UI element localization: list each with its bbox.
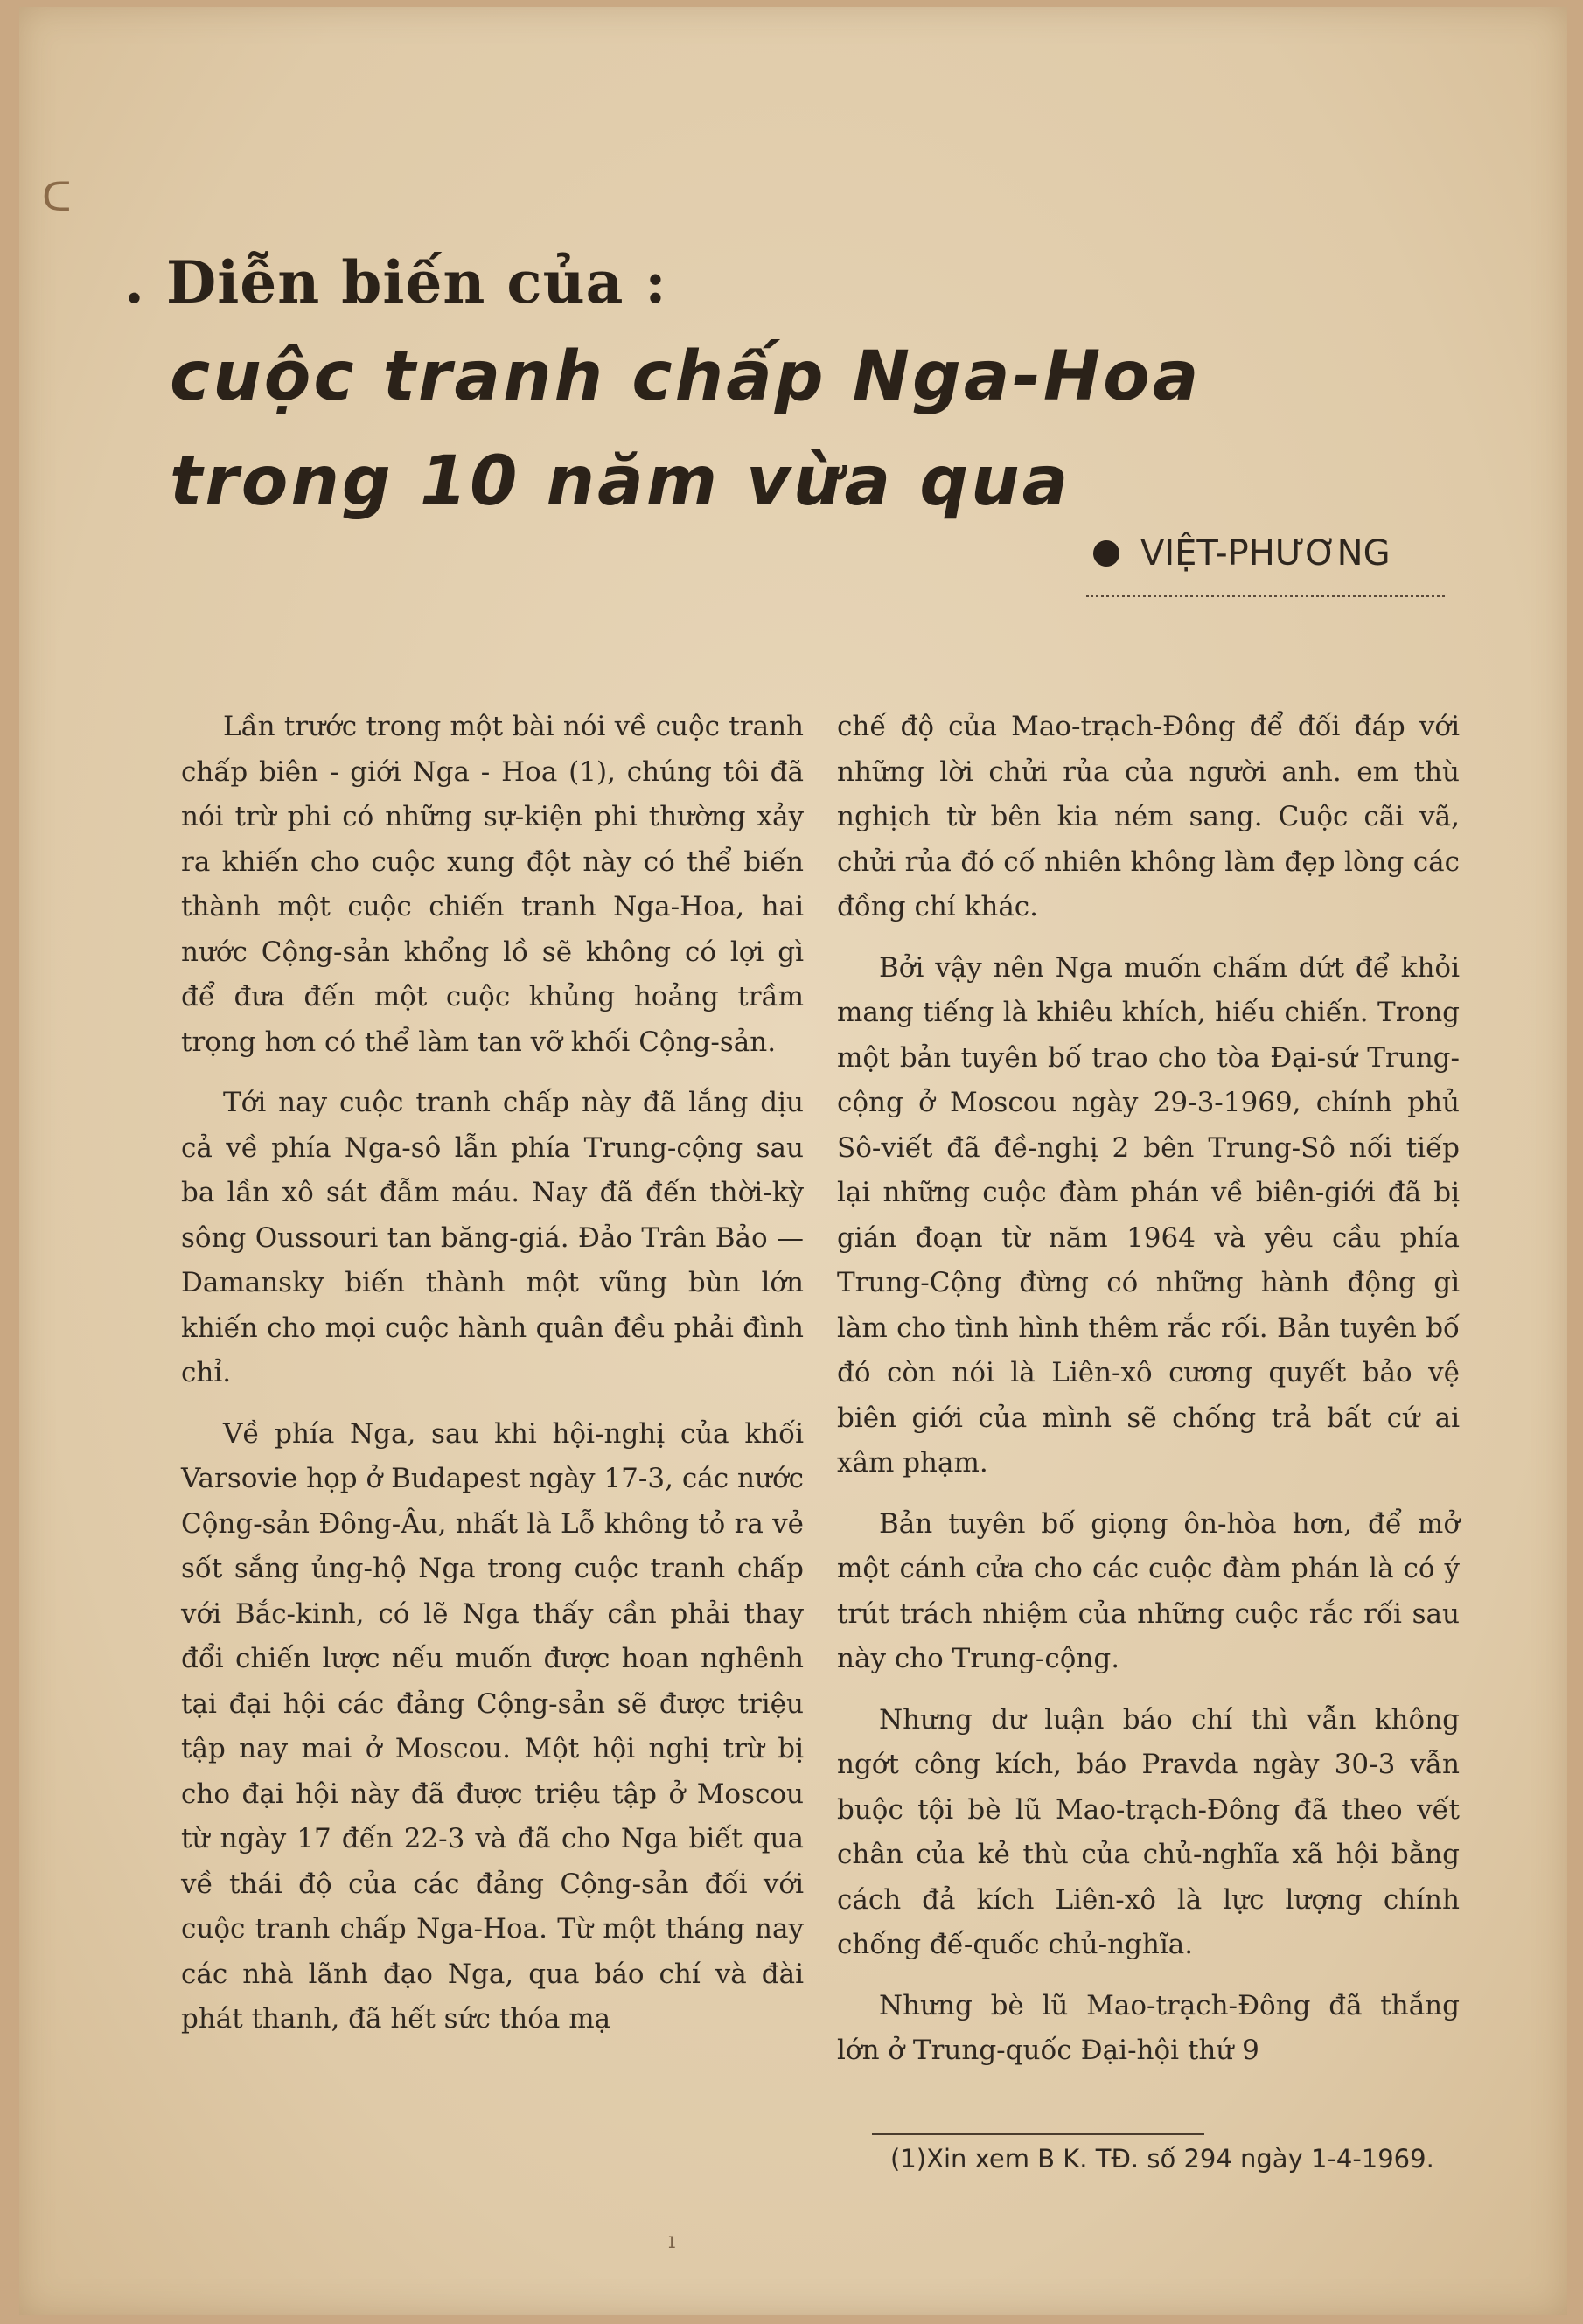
paragraph: Về phía Nga, sau khi hội-nghị của khối Varsovie họp ở Budapest ngày 17-3, các nước Cộng-sản Đông-Âu, nhất là Lỗ không tỏ ra vẻ sốt sắng ủng-hộ Nga trong cuộc tranh chấp với Bắc-kinh, có lẽ Nga thấy cần phải thay đổi chiến lược nếu muốn được hoan nghênh tại đại hội các đảng Cộng-sản sẽ được triệu tập nay mai ở Moscou. Một hội nghị trừ bị cho đại hội này đã được triệu tập ở Moscou từ ngày 17 đến 22-3 và đã cho Nga biết qua về thái độ của các đảng Cộng-sản đối với cuộc tranh chấp Nga-Hoa. Từ một tháng nay các nhà lãnh đạo Nga, qua báo chí và đài phát thanh, đã hết sức thóa mạ xyxy=(181,1417,804,2035)
author-name: VIỆT-PHƯƠNG xyxy=(1140,533,1391,574)
left-column xyxy=(181,705,804,2058)
paragraph: Bởi vậy nên Nga muốn chấm dứt để khỏi mang tiếng là khiêu khích, hiếu chiến. Trong một bản tuyên bố trao cho tòa Đại-sứ Trung-cộng ở Moscou ngày 29-3-1969, chính phủ Sô-viết đã đề-nghị 2 bên Trung-Sô nối tiếp lại những cuộc đàm phán về biên-giới đã bị gián đoạn từ năm 1964 và yêu cầu phía Trung-Cộng đừng có những hành động gì làm cho tình hình thêm rắc rối. Bản tuyên bố đó còn nói là Liên-xô cương quyết bảo vệ biên giới của mình sẽ chống trả bất cứ ai xâm phạm. xyxy=(837,951,1460,1479)
title-line-1: . Diễn biến của : xyxy=(124,248,667,317)
byline-divider xyxy=(1086,595,1445,597)
magazine-page xyxy=(19,7,1567,2315)
right-column xyxy=(837,705,1460,2090)
footnote-divider xyxy=(872,2133,1204,2135)
title-line-2: cuộc tranh chấp Nga-Hoa xyxy=(170,337,1202,416)
paragraph: Nhưng bè lũ Mao-trạch-Đông đã thắng lớn ở Trung-quốc Đại-hội thứ 9 xyxy=(837,1989,1460,2066)
footnote: (1)Xin xem B K. TĐ. số 294 ngày 1-4-1969. xyxy=(890,2144,1434,2174)
margin-mark: ᑕ xyxy=(42,173,72,220)
paragraph: Tới nay cuộc tranh chấp này đã lắng dịu cả về phía Nga-sô lẫn phía Trung-cộng sau ba lần xô sát đẫm máu. Nay đã đến thời-kỳ sông Oussouri tan băng-giá. Đảo Trân Bảo — Damansky biến thành một vũng bùn lớn khiến cho mọi cuộc hành quân đều phải đình chỉ. xyxy=(181,1087,804,1388)
paragraph: chế độ của Mao-trạch-Đông để đối đáp với những lời chửi rủa của người anh. em thù nghịch từ bên kia ném sang. Cuộc cãi vã, chửi rủa đó cố nhiên không làm đẹp lòng các đồng chí khác. xyxy=(837,711,1460,922)
page-mark: ı xyxy=(668,2228,676,2254)
paragraph: Nhưng dư luận báo chí thì vẫn không ngớt công kích, báo Pravda ngày 30-3 vẫn buộc tội bè lũ Mao-trạch-Đông đã theo vết chân của kẻ thù của chủ-nghĩa xã hội bằng cách đả kích Liên-xô là lực lượng chính chống đế-quốc chủ-nghĩa. xyxy=(837,1703,1460,1960)
title-line-3: trong 10 năm vừa qua xyxy=(170,442,1071,521)
bullet-icon xyxy=(1093,540,1119,567)
paragraph: Lần trước trong một bài nói về cuộc tranh chấp biên - giới Nga - Hoa (1), chúng tôi đã nói trừ phi có những sự-kiện phi thường xảy ra khiến cho cuộc xung đột này có thể biến thành một cuộc chiến tranh Nga-Hoa, hai nước Cộng-sản khổng lồ sẽ không có lợi gì để đưa đến một cuộc khủng hoảng trầm trọng hơn có thể làm tan vỡ khối Cộng-sản. xyxy=(181,711,804,1058)
byline xyxy=(1093,533,1391,574)
paragraph: Bản tuyên bố giọng ôn-hòa hơn, để mở một cánh cửa cho các cuộc đàm phán là có ý trút trách nhiệm của những cuộc rắc rối sau này cho Trung-cộng. xyxy=(837,1507,1460,1674)
